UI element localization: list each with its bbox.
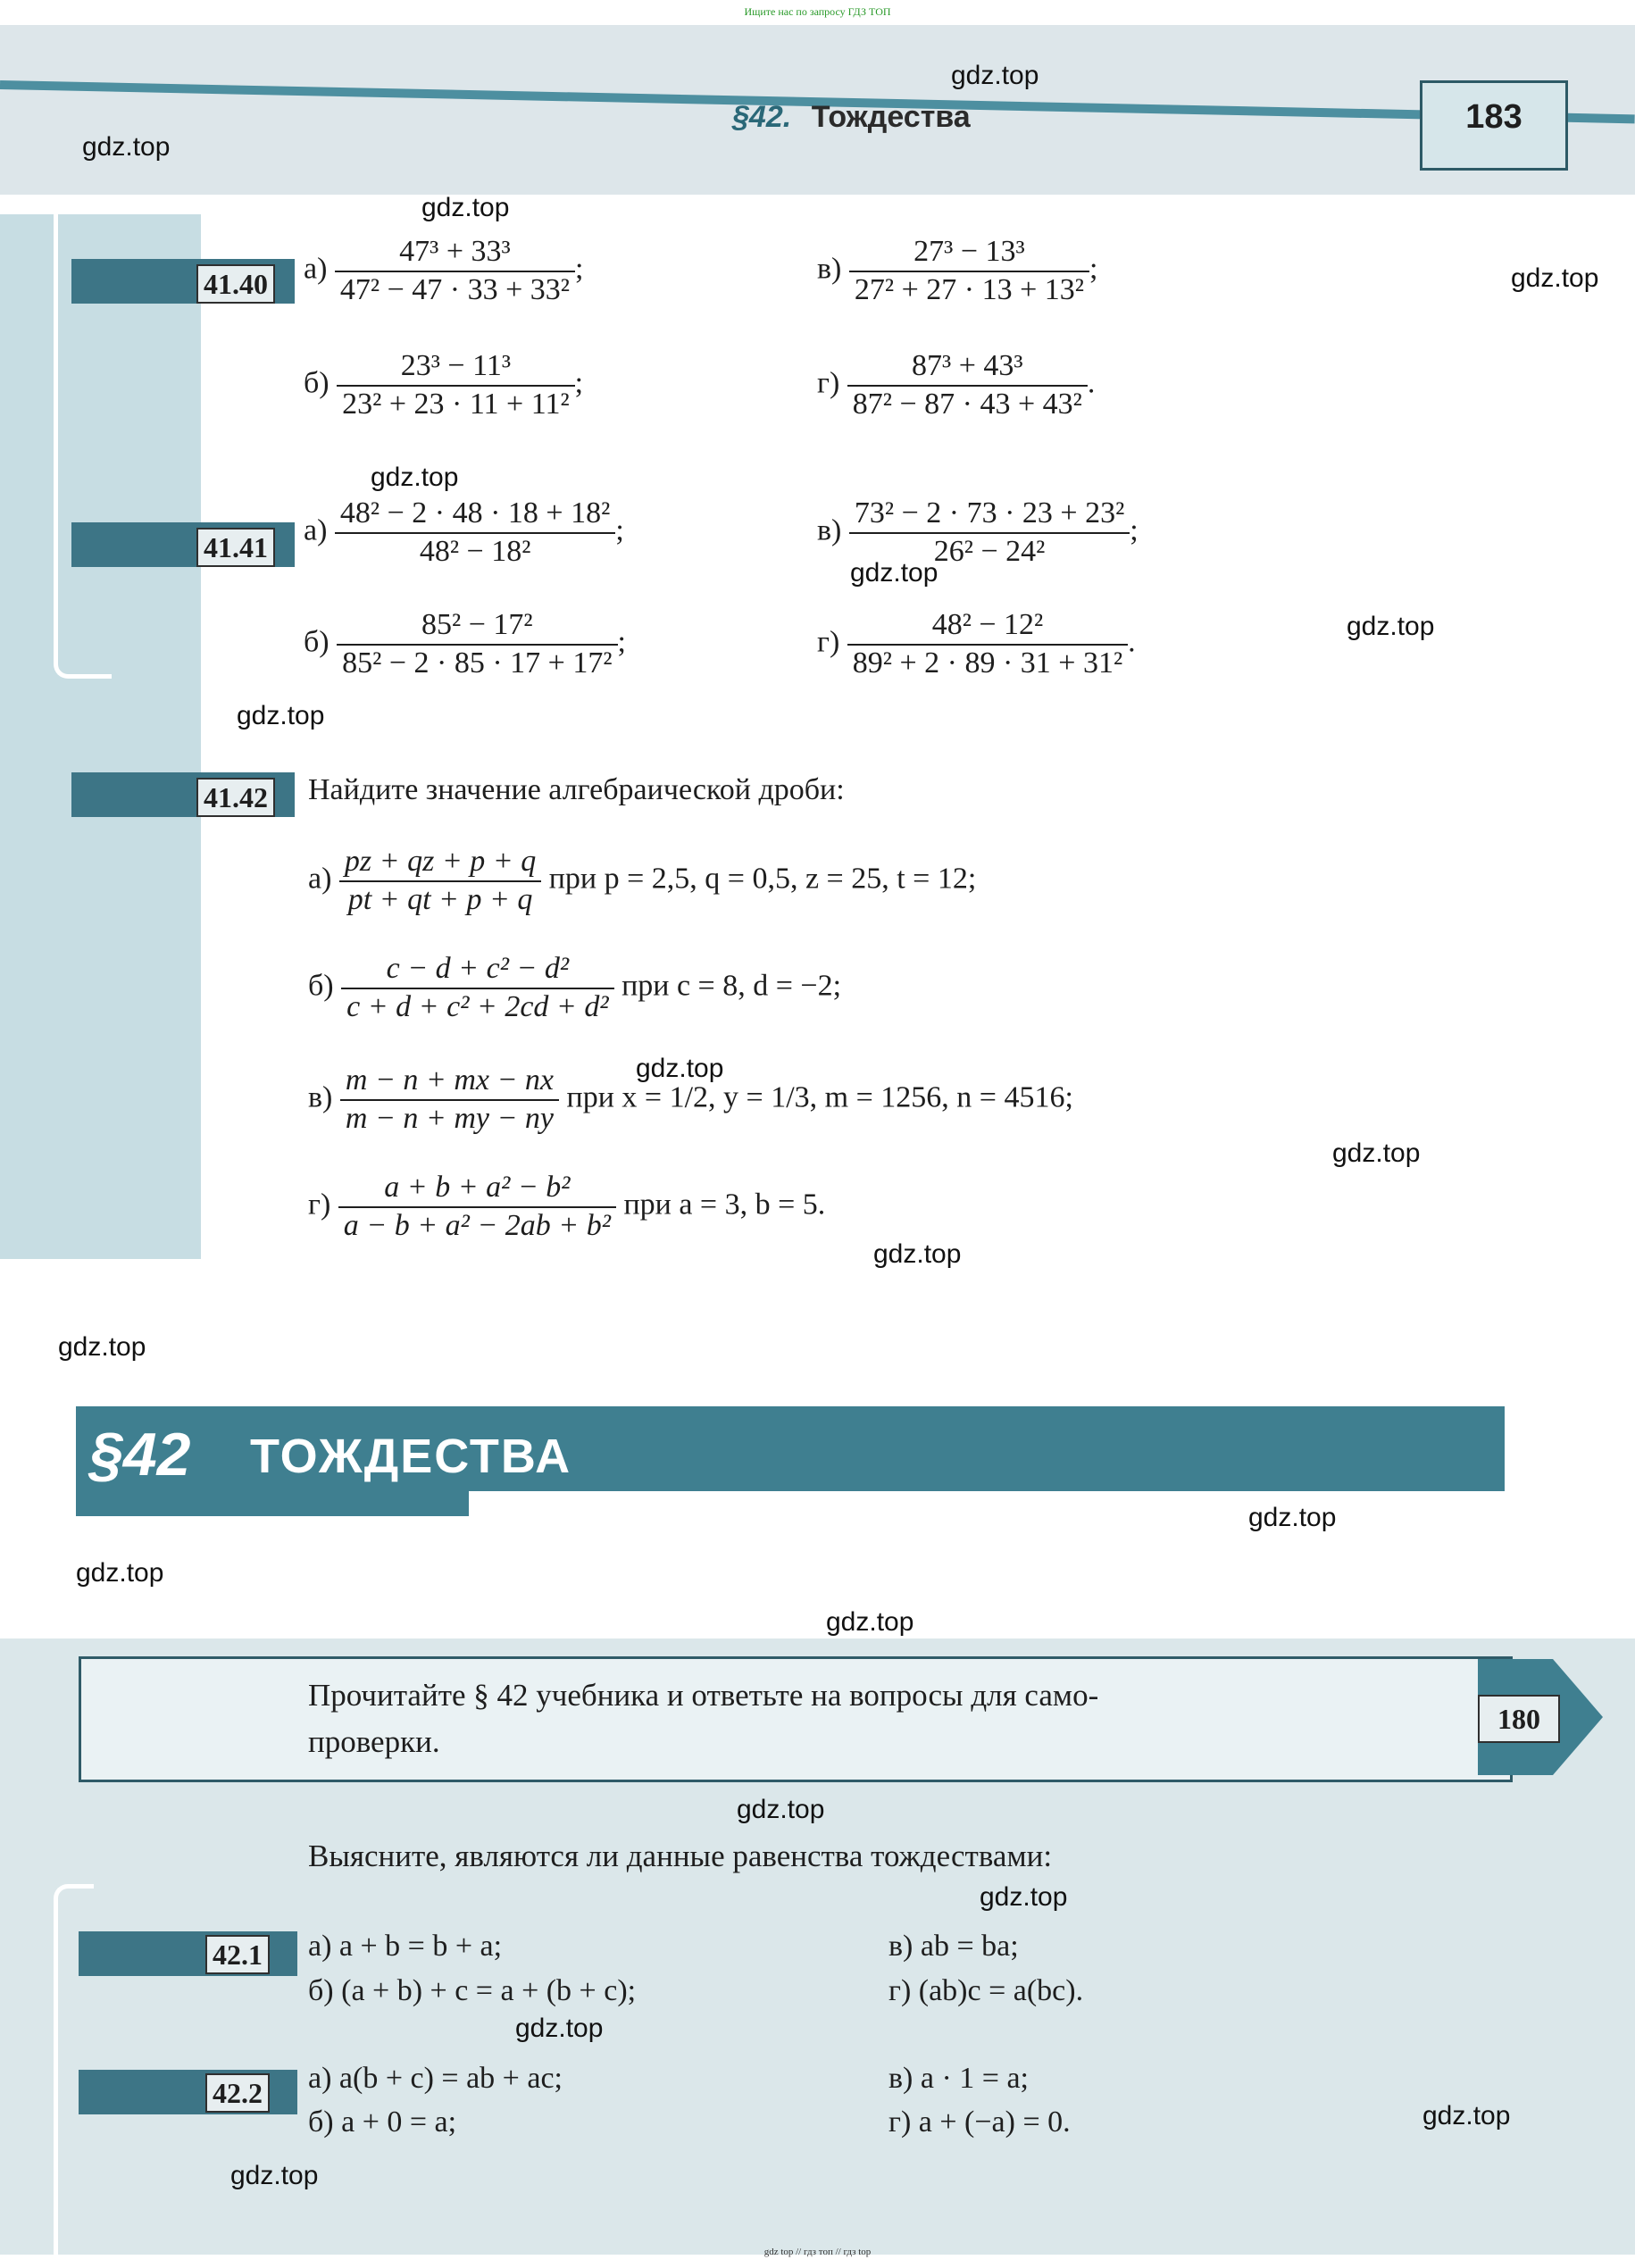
section-banner-tab [76, 1491, 469, 1516]
watermark: gdz.top [1248, 1503, 1337, 1532]
task-4141-v: в) $\frac{\text{73² − 2 · 73 · 23 + 23²}}{\text{26² − 24²}}$ ; [817, 496, 1139, 571]
task-number-421: 42.1 [205, 1935, 270, 1974]
task-number-4141: 41.41 [196, 528, 275, 567]
fraction: $\frac{\text{48² − 12²}}{\text{89² + 2 · 89 · 31 + 31²}}$ [847, 607, 1128, 682]
task-421-g: г) (ab)c = a(bc). [888, 1974, 1084, 2007]
watermark: gdz.top [58, 1332, 146, 1362]
watermark: gdz.top [230, 2161, 319, 2190]
watermark: gdz.top [737, 1795, 825, 1824]
watermark: gdz.top [421, 193, 510, 222]
task-4140-g: г) $\frac{\text{87³ + 43³}}{\text{87² − 87 · 43 + 43²}}$ . [817, 348, 1095, 423]
watermark: gdz.top [1422, 2101, 1511, 2130]
task-4141-b: б) $\frac{\text{85² − 17²}}{\text{85² − 2 · 85 · 17 + 17²}}$ ; [304, 607, 626, 682]
fraction: $\frac{m - n + mx - nx}{m - n + my - ny}$ [340, 1063, 559, 1138]
task-4140-b: б) $\frac{\text{23³ − 11³}}{\text{23² + 23 · 11 + 11²}}$ ; [304, 348, 583, 423]
running-head [732, 100, 971, 135]
watermark: gdz.top [636, 1054, 724, 1083]
fraction: $\frac{\text{a + b + a² − b²}}{\text{a − b + a² − 2ab + b²}}$ [338, 1170, 616, 1245]
bottom-note: gdz top // гдз топ // гдз top [763, 2247, 872, 2257]
task-422-a: а) a(b + c) = ab + ac; [308, 2062, 563, 2095]
task-4141-g: г) $\frac{\text{48² − 12²}}{\text{89² + 2 · 89 · 31 + 31²}}$ . [817, 607, 1136, 682]
running-head-title: Тождества [811, 100, 971, 134]
running-head-section: §42. [732, 100, 792, 134]
fraction: $\frac{\text{85² − 17²}}{\text{85² − 2 · 85 · 17 + 17²}}$ [337, 607, 617, 682]
task-422-v: в) a · 1 = a; [888, 2062, 1030, 2095]
task-4141-a: а) $\frac{\text{48² − 2 · 48 · 18 + 18²}}{\text{48² − 18²}}$ ; [304, 496, 624, 571]
task-421-v: в) ab = ba; [888, 1930, 1019, 1963]
watermark: gdz.top [82, 132, 171, 162]
section-banner-number: §42 [89, 1421, 191, 1488]
task-4142-title: Найдите значение алгебраической дроби: [308, 773, 845, 806]
reference-page-number: 180 [1478, 1695, 1560, 1743]
intro-text: Выясните, являются ли данные равенства тождествами: [308, 1839, 1053, 1873]
task-number-4140: 41.40 [196, 264, 275, 304]
fraction: $\frac{\text{87³ + 43³}}{\text{87² − 87 · 43 + 43²}}$ [847, 348, 1088, 423]
watermark: gdz.top [850, 558, 938, 588]
fraction: $\frac{\text{48² − 2 · 48 · 18 + 18²}}{\text{48² − 18²}}$ [335, 496, 615, 571]
task-4140-v: в) $\frac{\text{27³ − 13³}}{\text{27² + 27 · 13 + 13²}}$ ; [817, 234, 1097, 309]
watermark: gdz.top [1332, 1138, 1421, 1168]
task-4142-v: в) $\frac{m - n + mx - nx}{m - n + my - ny}$ при x = 1/2, y = 1/3, m = 1256, n = 4516; [308, 1063, 1073, 1138]
self-check-box [79, 1656, 1513, 1782]
task-421-b: б) (a + b) + c = a + (b + c); [308, 1974, 637, 2007]
fraction: $\frac{\text{47³ + 33³}}{\text{47² − 47 · 33 + 33²}}$ [335, 234, 575, 309]
task-number-4142: 41.42 [196, 778, 275, 817]
watermark: gdz.top [980, 1882, 1068, 1912]
task-4142-a: а) $\frac{pz + qz + p + q}{pt + qt + p + q}$ при p = 2,5, q = 0,5, z = 25, t = 12; [308, 844, 976, 919]
watermark: gdz.top [371, 463, 459, 492]
task-4142-b: б) $\frac{\text{c − d + c² − d²}}{\text{c + d + c² + 2cd + d²}}$ при c = 8, d = −2; [308, 951, 841, 1026]
top-note: Ищите нас по запросу ГДЗ ТОП [744, 5, 891, 18]
fraction: $\frac{pz + qz + p + q}{pt + qt + p + q}$ [339, 844, 541, 919]
task-4142-g: г) $\frac{\text{a + b + a² − b²}}{\text{a − b + a² − 2ab + b²}}$ при a = 3, b = 5. [308, 1170, 825, 1245]
watermark: gdz.top [515, 2014, 604, 2043]
section-banner-title: ТОЖДЕСТВА [250, 1430, 572, 1483]
watermark: gdz.top [76, 1558, 164, 1588]
task-422-g: г) a + (−a) = 0. [888, 2105, 1071, 2139]
watermark: gdz.top [1511, 263, 1599, 293]
fraction: $\frac{\text{23³ − 11³}}{\text{23² + 23 · 11 + 11²}}$ [337, 348, 575, 423]
self-check-text-2: проверки. [308, 1724, 440, 1759]
fraction: $\frac{\text{c − d + c² − d²}}{\text{c + d + c² + 2cd + d²}}$ [341, 951, 613, 1026]
watermark: gdz.top [826, 1607, 914, 1637]
task-number-422: 42.2 [205, 2073, 270, 2113]
task-422-b: б) a + 0 = a; [308, 2105, 457, 2139]
watermark: gdz.top [951, 61, 1039, 90]
watermark: gdz.top [1347, 612, 1435, 641]
page-number: 183 [1465, 98, 1522, 136]
watermark: gdz.top [873, 1239, 962, 1269]
watermark: gdz.top [237, 701, 325, 730]
self-check-text-1: Прочитайте § 42 учебника и ответьте на вопросы для само- [308, 1678, 1099, 1713]
task-4140-a: а) $\frac{\text{47³ + 33³}}{\text{47² − 47 · 33 + 33²}}$ ; [304, 234, 583, 309]
task-421-a: а) a + b = b + a; [308, 1930, 503, 1963]
fraction: $\frac{\text{73² − 2 · 73 · 23 + 23²}}{\text{26² − 24²}}$ [849, 496, 1130, 571]
fraction: $\frac{\text{27³ − 13³}}{\text{27² + 27 · 13 + 13²}}$ [849, 234, 1089, 309]
